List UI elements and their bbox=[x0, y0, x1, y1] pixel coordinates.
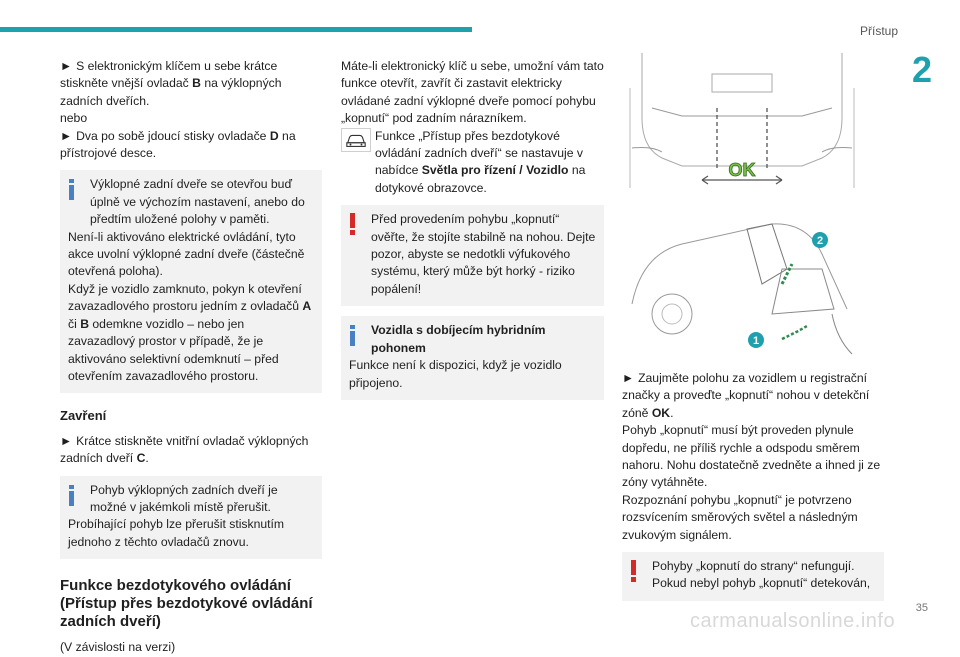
ok-zone-label: OK bbox=[728, 160, 756, 180]
info-box-interrupt: Pohyb výklopných zadních dveří je možné v jakémkoli místě přerušit. Probíhající pohyb lze přerušit stisknutím jednoho z těchto ovladačů znovu. bbox=[60, 476, 322, 560]
warning-icon bbox=[350, 213, 355, 235]
or-text: nebo bbox=[60, 111, 88, 126]
paragraph-dashboard-control: ► Dva po sobě jdoucí stisky ovladače D na přístrojové desce. bbox=[60, 128, 296, 161]
warning-box-side-kick: Pohyby „kopnutí do strany“ nefungují. Pokud nebyl pohyb „kopnutí“ detekován, bbox=[622, 552, 884, 601]
paragraph-kick-confirm: Rozpoznání pohybu „kopnutí“ je potvrzeno rozsvícením směrových světel a následným zvukovým signálem. bbox=[622, 492, 858, 542]
svg-text:2: 2 bbox=[816, 235, 824, 247]
tailgate-car-icon bbox=[341, 128, 371, 152]
column-right bbox=[622, 48, 884, 611]
watermark: carmanualsonline.info bbox=[690, 610, 896, 632]
paragraph-handsfree-setting: Funkce „Přístup přes bezdotykové ovládání zadních dveří“ se nastavuje v nabídce Světla pro řízení / Vozidlo na dotykové obrazovce. bbox=[341, 128, 604, 198]
info-icon bbox=[69, 485, 74, 506]
bullet-arrow-icon: ► bbox=[60, 128, 73, 143]
info-box-opening: Výklopné zadní dveře se otevřou buď úplně ve výchozím nastavení, anebo do předtím uložené polohy v paměti. Není-li aktivováno elektrické ovládání, tyto akce uvolní výklopné zadní dveře (částečně otevřená poloha). Když je vozidlo zamknuto, pokyn k otevření zavazadlového prostoru jedním z ovladačů A či B odemkne vozidlo – nebo jen zavazadlový prostor v případě, že je aktivováno selektivní odemknutí – před otevřením zavazadlového prostoru. bbox=[60, 170, 322, 393]
kick-gesture-illustration bbox=[622, 214, 862, 364]
column-middle bbox=[341, 58, 604, 410]
warning-icon bbox=[631, 560, 636, 582]
page-number: 35 bbox=[915, 602, 928, 614]
handsfree-heading: Funkce bezdotykového ovládání (Přístup přes bezdotykové ovládání zadních dveří) bbox=[60, 577, 313, 631]
svg-text:1: 1 bbox=[752, 335, 760, 347]
closing-heading: Zavření bbox=[60, 408, 107, 424]
paragraph-position-kick: ► Zaujměte polohu za vozidlem u registrační značky a proveďte „kopnutí“ nohou v detekční zóně OK. bbox=[622, 371, 870, 420]
chapter-number: 2 bbox=[884, 48, 960, 92]
paragraph-interior-control: ► Krátce stiskněte vnitřní ovladač výklopných zadních dveří C. bbox=[60, 433, 309, 466]
bullet-arrow-icon: ► bbox=[622, 371, 635, 385]
paragraph-kick-motion: Pohyb „kopnutí“ musí být proveden plynule dopředu, ne příliš rychle a odspodu směrem nahoru. Nohu dostatečně zvedněte a ihned ji ze zóny vytáhněte. bbox=[622, 423, 881, 490]
header-accent-bar bbox=[0, 27, 472, 32]
paragraph-handsfree-intro: Máte-li elektronický klíč u sebe, umožní vám tato funkce otevřít, zavřít či zastavit elektricky ovládané zadní výklopné dveře pomocí pohybu „kopnutí“ pod zadním nárazníkem. bbox=[341, 59, 604, 126]
warning-box-kick: Před provedením pohybu „kopnutí“ ověřte, že stojíte stabilně na nohou. Dejte pozor, abyste se nedotkli výfukového systému, který může být horký - riziko popálení! bbox=[341, 205, 604, 306]
column-left bbox=[60, 58, 322, 657]
bullet-arrow-icon: ► bbox=[60, 59, 73, 73]
info-box-hybrid: Vozidla s dobíjecím hybridním pohonem Funkce není k dispozici, když je vozidlo připojeno. bbox=[341, 316, 604, 400]
info-icon bbox=[69, 179, 74, 200]
info-icon bbox=[350, 325, 355, 346]
bullet-arrow-icon: ► bbox=[60, 433, 73, 448]
section-title: Přístup bbox=[859, 24, 898, 38]
variant-note: (V závislosti na verzi) bbox=[60, 640, 176, 655]
rear-detection-zone-illustration bbox=[622, 48, 862, 196]
paragraph-exterior-control: ► S elektronickým klíčem u sebe krátce stiskněte vnější ovladač B na výklopných zadních dveřích. bbox=[60, 59, 282, 108]
